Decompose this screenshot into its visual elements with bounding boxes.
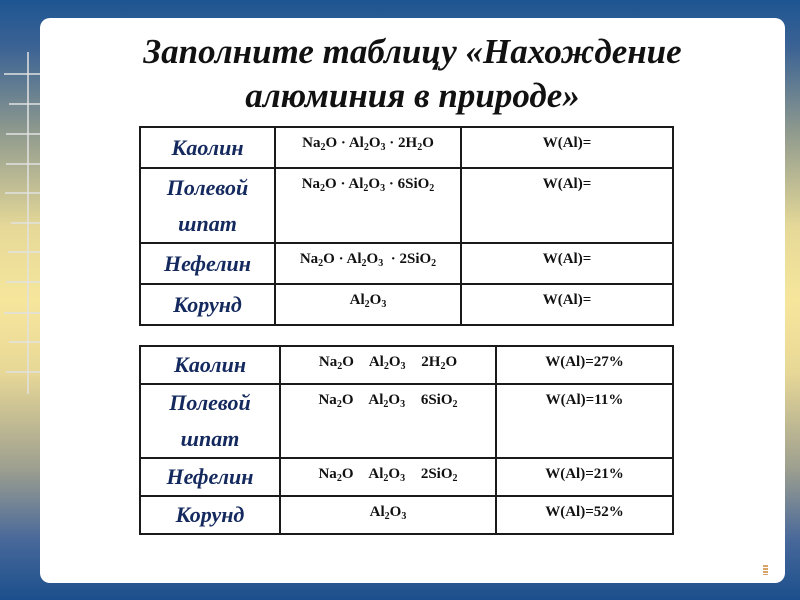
grid-line-horizontal	[9, 341, 40, 343]
table-row	[140, 458, 673, 496]
mass-fraction-cell: W(Al)=	[461, 127, 673, 168]
mass-fraction-cell: W(Al)=	[461, 168, 673, 243]
mineral-name: Каолин	[140, 346, 280, 384]
mineral-formula: $Al_2O_3$	[280, 496, 496, 534]
mineral-formula: $Na_2O \cdot Al_2O_3 \cdot 6SiO_2$	[275, 168, 461, 243]
grid-line-horizontal	[8, 251, 40, 253]
grid-line-horizontal	[6, 133, 40, 135]
mass-fraction-cell: W(Al)=11%	[496, 384, 673, 458]
grid-line-horizontal	[6, 371, 40, 373]
mass-fraction-cell: W(Al)=21%	[496, 458, 673, 496]
slide-number-icon	[763, 565, 768, 575]
mineral-formula: $Na_2O \cdot Al_2O_3 \cdot 2H_2O$	[275, 127, 461, 168]
mass-fraction-cell: W(Al)=27%	[496, 346, 673, 384]
mineral-formula: $Na_2O \cdot Al_2O_3 \cdot 2SiO_2$	[275, 243, 461, 284]
grid-line-horizontal	[5, 192, 40, 194]
mass-fraction-cell: W(Al)=52%	[496, 496, 673, 534]
mineral-formula: $Na_2O$ $Al_2O_3$ 2SiO$_2$	[280, 458, 496, 496]
mineral-formula: $Na_2O$ $Al_2O_3$ $2H_2O$	[280, 346, 496, 384]
table-empty	[139, 126, 674, 326]
mineral-name: Корунд	[140, 496, 280, 534]
grid-line-horizontal	[6, 163, 40, 165]
grid-line-horizontal	[4, 312, 40, 314]
mass-fraction-cell: W(Al)=	[461, 243, 673, 284]
mass-fraction-cell: W(Al)=	[461, 284, 673, 325]
table-row	[140, 243, 673, 284]
mineral-name: Корунд	[140, 284, 275, 325]
mineral-name: Полевой шпат	[140, 168, 275, 243]
mineral-name: Полевой шпат	[140, 384, 280, 458]
table-row	[140, 284, 673, 325]
table-row	[140, 168, 673, 243]
table-row	[140, 496, 673, 534]
grid-line-horizontal	[11, 222, 40, 224]
mineral-formula: $Na_2O$ $Al_2O_3$ 6SiO$_2$	[280, 384, 496, 458]
table-row	[140, 346, 673, 384]
table-row	[140, 127, 673, 168]
mineral-formula: $Al_2O_3$	[275, 284, 461, 325]
grid-line-horizontal	[4, 73, 40, 75]
slide-title	[40, 30, 785, 118]
mineral-name: Каолин	[140, 127, 275, 168]
mineral-name: Нефелин	[140, 458, 280, 496]
title-line-2: алюминия в природе»	[245, 76, 580, 115]
title-line-1: Заполните таблицу «Нахождение	[143, 32, 682, 71]
grid-line-horizontal	[9, 103, 40, 105]
grid-line-horizontal	[6, 281, 40, 283]
table-filled	[139, 345, 674, 535]
table-row	[140, 384, 673, 458]
mineral-name: Нефелин	[140, 243, 275, 284]
